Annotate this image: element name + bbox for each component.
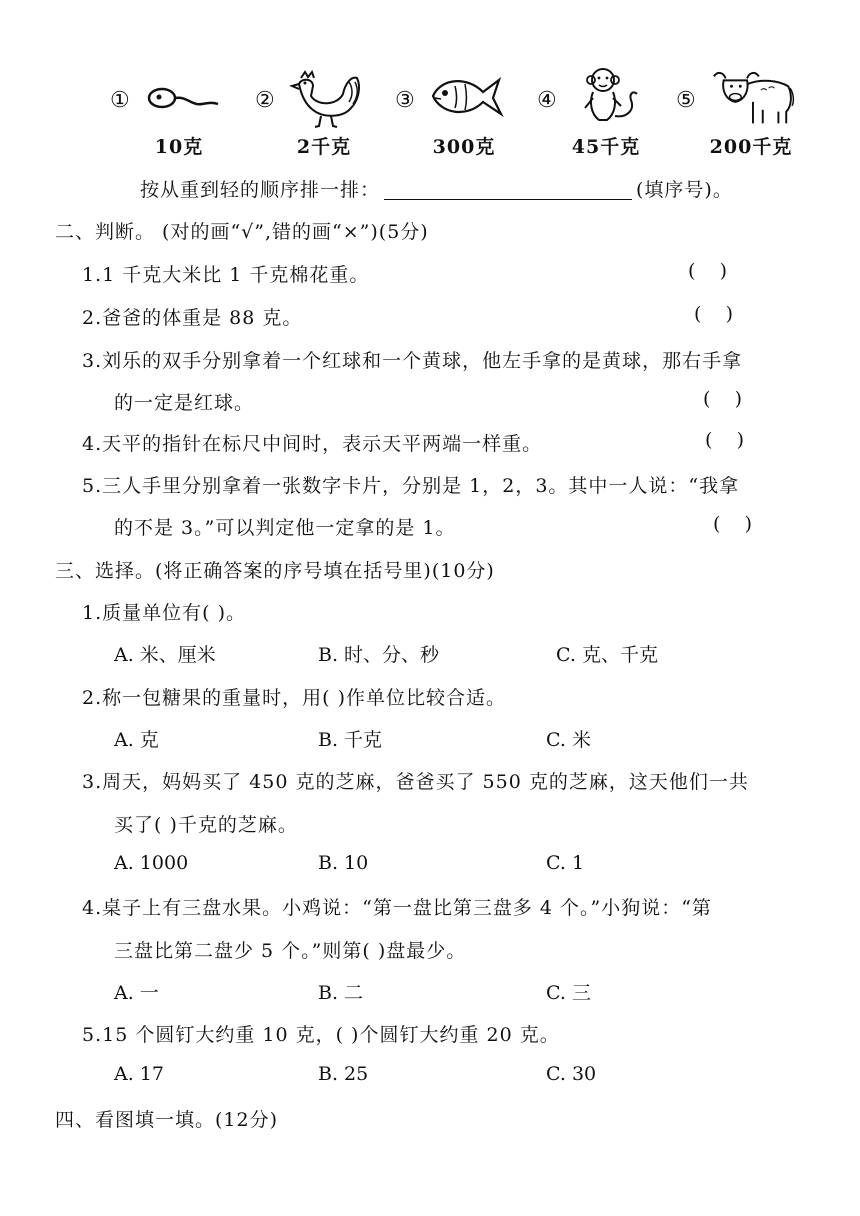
animal-number: ③	[395, 88, 415, 113]
judge-answer-5[interactable]: ( )	[713, 513, 752, 535]
sort-answer-blank[interactable]	[384, 177, 632, 200]
sort-prompt	[140, 175, 733, 202]
judge-item-5: 5.三人手里分别拿着一张数字卡片，分别是 1，2，3。其中一人说：“我拿	[82, 475, 740, 497]
animal-weight: 200千克	[709, 136, 793, 158]
q4-option-c[interactable]: C. 三	[546, 982, 591, 1004]
choice-q1: 1.质量单位有( )。	[82, 602, 246, 624]
q1-option-b[interactable]: B. 时、分、秒	[318, 644, 440, 666]
choice-q3-cont: 买了( )千克的芝麻。	[114, 814, 298, 836]
fish-icon	[427, 66, 507, 128]
judge-item-3-cont: 的一定是红球。	[114, 392, 255, 414]
judge-item-2: 2.爸爸的体重是 88 克。	[82, 307, 303, 329]
judge-item-1: 1.1 千克大米比 1 千克棉花重。	[82, 264, 370, 286]
q2-option-a[interactable]: A. 克	[114, 729, 159, 751]
animal-2	[255, 66, 385, 166]
q1-option-a[interactable]: A. 米、厘米	[114, 644, 216, 666]
animal-5	[676, 66, 806, 166]
q5-option-c[interactable]: C. 30	[546, 1063, 597, 1085]
q3-option-c[interactable]: C. 1	[546, 852, 585, 874]
section2-title: 二、判断。 (对的画“√”,错的画“×”)(5分)	[55, 221, 429, 243]
animal-weight: 45千克	[571, 136, 641, 158]
sort-prompt-text: 按从重到轻的顺序排一排：	[140, 179, 381, 201]
q3-option-a[interactable]: A. 1000	[114, 852, 189, 874]
choice-q5: 5.15 个圆钉大约重 10 克，( )个圆钉大约重 20 克。	[82, 1024, 560, 1046]
section3-title: 三、选择。(将正确答案的序号填在括号里)(10分)	[55, 560, 495, 582]
q2-option-c[interactable]: C. 米	[546, 729, 591, 751]
ox-icon	[708, 66, 796, 128]
q2-option-b[interactable]: B. 千克	[318, 729, 383, 751]
animal-4	[537, 66, 667, 166]
animal-number: ④	[537, 88, 557, 113]
animal-3	[395, 66, 525, 166]
section4-title: 四、看图填一填。(12分)	[55, 1109, 279, 1131]
animal-number: ⑤	[676, 88, 696, 113]
animal-1	[110, 66, 240, 166]
judge-item-3: 3.刘乐的双手分别拿着一个红球和一个黄球，他左手拿的是黄球，那右手拿	[82, 350, 743, 372]
judge-item-4: 4.天平的指针在标尺中间时，表示天平两端一样重。	[82, 433, 543, 455]
rooster-icon	[287, 66, 367, 128]
judge-answer-4[interactable]: ( )	[705, 429, 744, 451]
tadpole-icon	[142, 66, 222, 128]
choice-q4-cont: 三盘比第二盘少 5 个。”则第( )盘最少。	[114, 940, 467, 962]
q5-option-a[interactable]: A. 17	[114, 1063, 164, 1085]
q4-option-b[interactable]: B. 二	[318, 982, 364, 1004]
sort-prompt-suffix: (填序号)。	[636, 179, 733, 201]
animal-weight: 10克	[154, 136, 204, 158]
choice-q2: 2.称一包糖果的重量时，用( )作单位比较合适。	[82, 687, 506, 709]
q5-option-b[interactable]: B. 25	[318, 1063, 369, 1085]
choice-q3: 3.周天，妈妈买了 450 克的芝麻，爸爸买了 550 克的芝麻，这天他们一共	[82, 771, 749, 793]
q1-option-c[interactable]: C. 克、千克	[556, 644, 658, 666]
animal-number: ②	[255, 88, 275, 113]
judge-answer-1[interactable]: ( )	[688, 260, 727, 282]
q4-option-a[interactable]: A. 一	[114, 982, 159, 1004]
animal-number: ①	[110, 88, 130, 113]
judge-item-5-cont: 的不是 3。”可以判定他一定拿的是 1。	[114, 517, 456, 539]
animal-weight: 2千克	[296, 136, 352, 158]
choice-q4: 4.桌子上有三盘水果。小鸡说：“第一盘比第三盘多 4 个。”小狗说：“第	[82, 897, 712, 919]
monkey-icon	[569, 66, 649, 128]
judge-answer-3[interactable]: ( )	[703, 388, 742, 410]
judge-answer-2[interactable]: ( )	[694, 303, 733, 325]
q3-option-b[interactable]: B. 10	[318, 852, 369, 874]
animal-weight: 300克	[432, 136, 496, 158]
